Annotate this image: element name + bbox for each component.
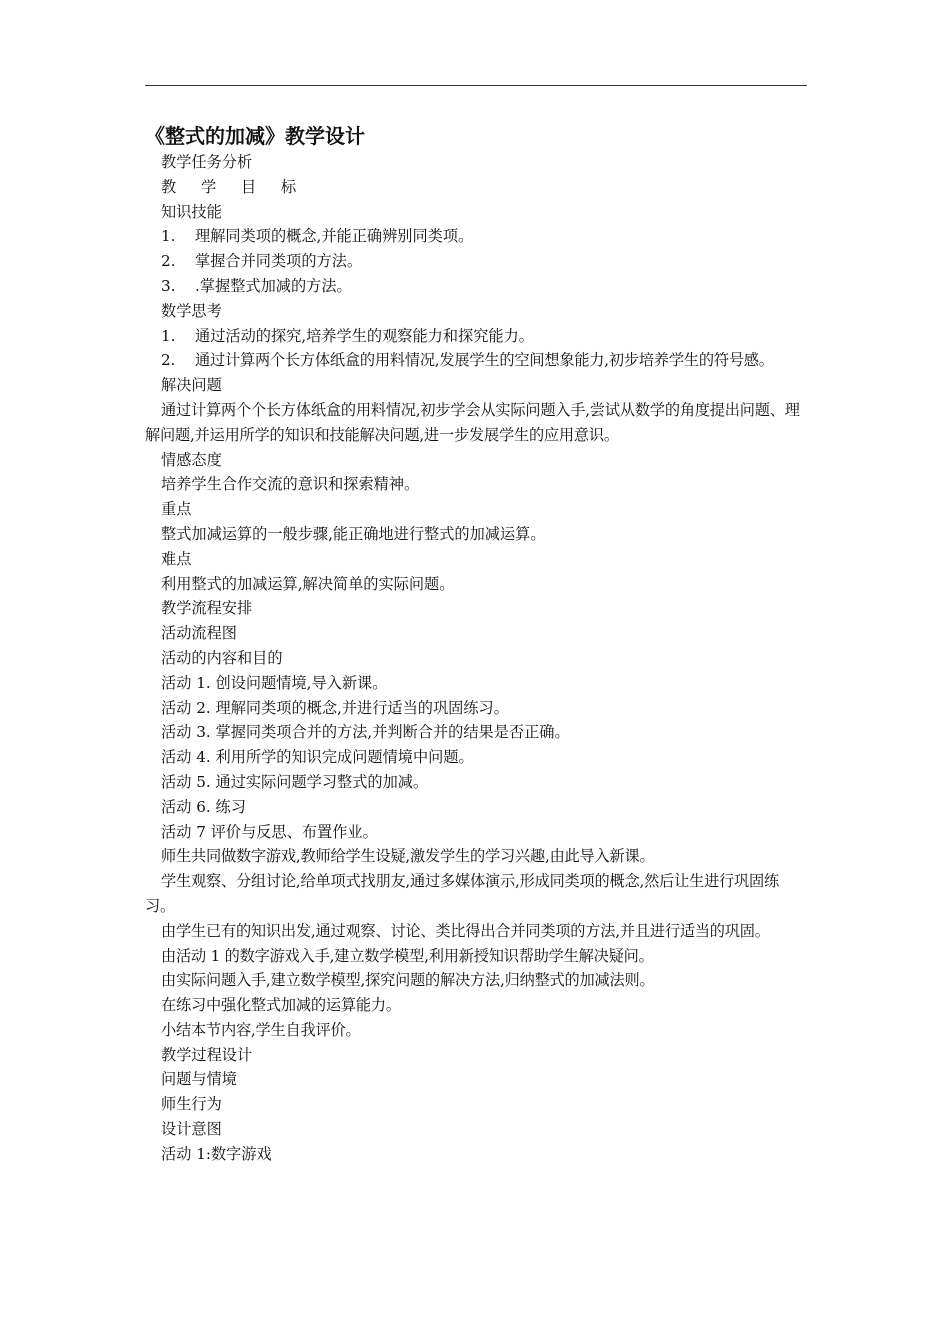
attitude-paragraph: 培养学生合作交流的意识和探索精神。 (161, 475, 420, 494)
activity-item: 活动 2. 理解同类项的概念,并进行适当的巩固练习。 (161, 698, 509, 717)
subheading-flowchart: 活动流程图 (161, 624, 237, 643)
item-number: 1. (161, 326, 176, 345)
item-text: 通过计算两个长方体纸盒的用料情况,发展学生的空间想象能力,初步培养学生的符号感。 (195, 351, 774, 370)
knowledge-item (145, 224, 807, 249)
section-heading-flow: 教学流程安排 (161, 599, 253, 618)
item-text: 通过活动的探究,培养学生的观察能力和探究能力。 (195, 326, 534, 345)
section-heading-process: 教学过程设计 (161, 1045, 253, 1064)
activity-item: 活动 1. 创设问题情境,导入新课。 (161, 673, 388, 692)
subheading-key: 重点 (161, 500, 192, 519)
subheading-content-purpose: 活动的内容和目的 (161, 648, 283, 667)
item-number: 2. (161, 252, 176, 271)
activity-item: 活动 6. 练习 (161, 797, 246, 816)
subheading-knowledge: 知识技能 (161, 202, 222, 221)
knowledge-item (145, 249, 807, 274)
knowledge-item (145, 274, 807, 299)
column-header-intent: 设计意图 (161, 1120, 222, 1139)
section-heading-goals: 教 学 目 标 (161, 177, 307, 196)
problem-paragraph: 通过计算两个个长方体纸盒的用料情况,初步学会从实际问题入手,尝试从数学的角度提出问题、理解问题,并运用所学的知识和技能解决问题,进一步发展学生的应用意识。 (145, 400, 800, 444)
purpose-paragraph: 学生观察、分组讨论,给单项式找朋友,通过多媒体演示,形成同类项的概念,然后让生进行巩固练习。 (145, 872, 780, 915)
column-header-behavior: 师生行为 (161, 1095, 222, 1114)
subheading-problem: 解决问题 (161, 376, 222, 395)
purpose-paragraph: 师生共同做数字游戏,教师给学生设疑,激发学生的学习兴趣,由此导入新课。 (161, 847, 655, 866)
thinking-item (145, 348, 807, 373)
item-number: 1. (161, 227, 176, 246)
subheading-difficulty: 难点 (161, 549, 192, 568)
purpose-paragraph: 小结本节内容,学生自我评价。 (161, 1020, 361, 1039)
header-rule (145, 85, 807, 86)
section-heading-task-analysis: 教学任务分析 (161, 153, 253, 171)
item-text: .掌握整式加减的方法。 (195, 276, 352, 295)
column-header-situation: 问题与情境 (161, 1070, 237, 1089)
purpose-paragraph: 由学生已有的知识出发,通过观察、讨论、类比得出合并同类项的方法,并且进行适当的巩固。 (161, 921, 770, 940)
difficulty-paragraph: 利用整式的加减运算,解决简单的实际问题。 (161, 574, 455, 593)
activity-item: 活动 7 评价与反思、布置作业。 (161, 822, 378, 841)
item-text: 掌握合并同类项的方法。 (195, 252, 363, 271)
activity-item: 活动 4. 利用所学的知识完成问题情境中问题。 (161, 748, 474, 767)
page-title: 《整式的加减》教学设计 (145, 124, 365, 148)
key-paragraph: 整式加减运算的一般步骤,能正确地进行整式的加减运算。 (161, 524, 546, 543)
activity-item: 活动 3. 掌握同类项合并的方法,并判断合并的结果是否正确。 (161, 723, 570, 742)
item-number: 2. (161, 351, 176, 370)
purpose-paragraph: 在练习中强化整式加减的运算能力。 (161, 996, 401, 1015)
item-text: 理解同类项的概念,并能正确辨别同类项。 (195, 227, 474, 246)
activity-item: 活动 5. 通过实际问题学习整式的加减。 (161, 772, 429, 791)
document-body (145, 122, 807, 1167)
activity1-label: 活动 1:数字游戏 (161, 1144, 272, 1163)
subheading-thinking: 数学思考 (161, 301, 222, 320)
item-number: 3. (161, 276, 176, 295)
purpose-paragraph: 由实际问题入手,建立数学模型,探究问题的解决方法,归纳整式的加减法则。 (161, 971, 655, 990)
thinking-item (145, 324, 807, 349)
purpose-paragraph: 由活动 1 的数字游戏入手,建立数学模型,利用新授知识帮助学生解决疑问。 (161, 946, 654, 965)
subheading-attitude: 情感态度 (161, 450, 222, 469)
